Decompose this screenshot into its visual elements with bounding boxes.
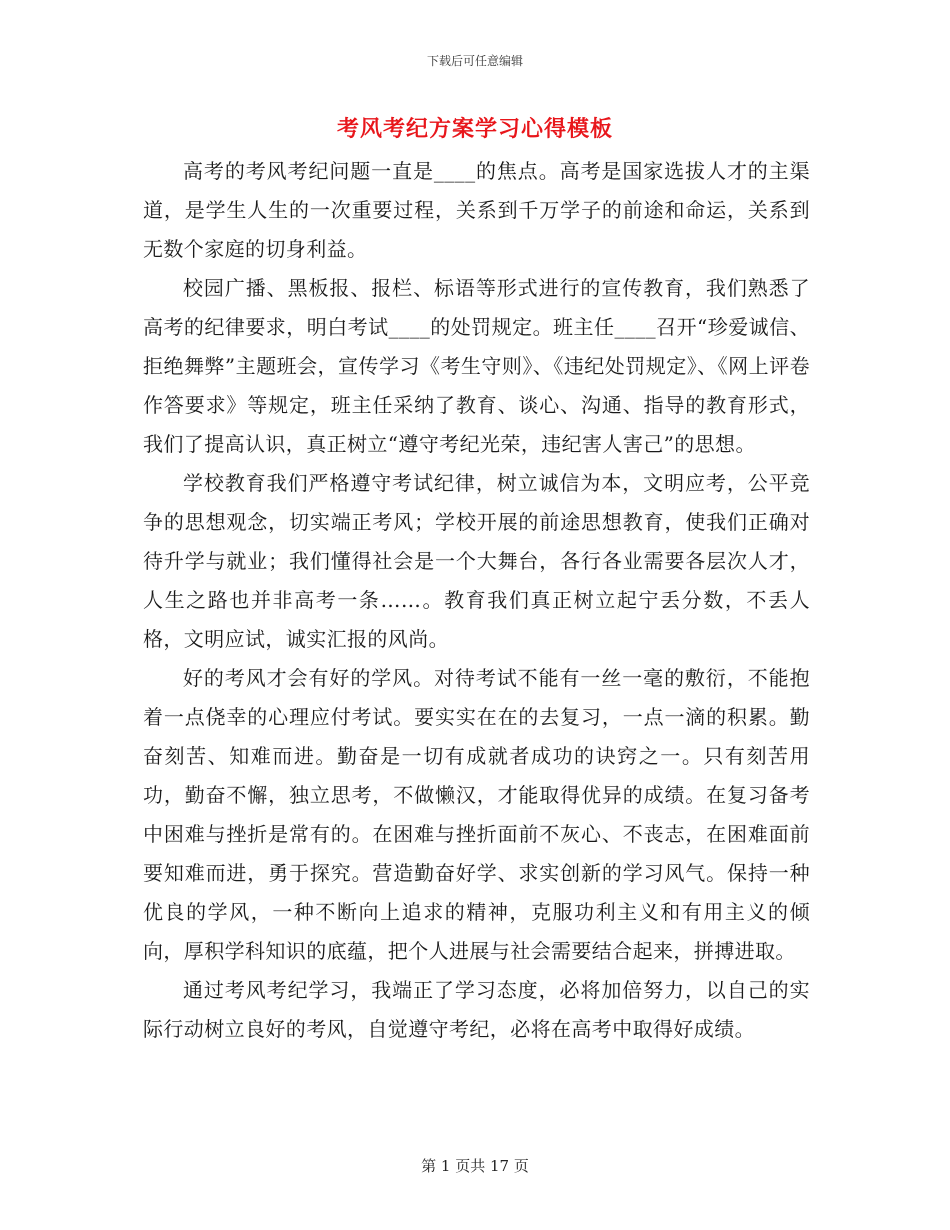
page-number: 第 1 页共 17 页 (421, 1157, 529, 1175)
paragraph-2: 校园广播、黑板报、报栏、标语等形式进行的宣传教育，我们熟悉了高考的纪律要求，明白考试____的处罚规定。班主任____召开“珍爱诚信、拒绝舞弊”主题班会，宣传学习《考生守则》、《违纪处罚规定》、《网上评卷作答要求》等规定，班主任采纳了教育、谈心、沟通、指导的教育形式，我们了提高认识，真正树立“遵守考纪光荣，违纪害人害己”的思想。 (143, 276, 810, 456)
document-body (143, 152, 810, 1049)
document-title: 考风考纪方案学习心得模板 (336, 116, 613, 142)
paragraph-3: 学校教育我们严格遵守考试纪律，树立诚信为本，文明应考，公平竞争的思想观念，切实端正考风；学校开展的前途思想教育，使我们正确对待升学与就业；我们懂得社会是一个大舞台，各行各业需要各层次人才，人生之路也并非高考一条……。教育我们真正树立起宁丢分数，不丢人格，文明应试，诚实汇报的风尚。 (143, 471, 810, 651)
page-header-note: 下载后可任意编辑 (426, 54, 523, 68)
paragraph-1: 高考的考风考纪问题一直是____的焦点。高考是国家选拔人才的主渠道，是学生人生的一次重要过程，关系到千万学子的前途和命运，关系到无数个家庭的切身利益。 (143, 159, 810, 261)
paragraph-5: 通过考风考纪学习，我端正了学习态度，必将加倍努力，以自己的实际行动树立良好的考风，自觉遵守考纪，必将在高考中取得好成绩。 (143, 978, 810, 1041)
paragraph-4: 好的考风才会有好的学风。对待考试不能有一丝一毫的敷衍，不能抱着一点侥幸的心理应付考试。要实实在在的去复习，一点一滴的积累。勤奋刻苦、知难而进。勤奋是一切有成就者成功的诀窍之一。只有刻苦用功，勤奋不懈，独立思考，不做懒汉，才能取得优异的成绩。在复习备考中困难与挫折是常有的。在困难与挫折面前不灰心、不丧志，在困难面前要知难而进，勇于探究。营造勤奋好学、求实创新的学习风气。保持一种优良的学风，一种不断向上追求的精神，克服功利主义和有用主义的倾向，厚积学科知识的底蕴，把个人进展与社会需要结合起来，拼搏进取。 (143, 666, 810, 963)
